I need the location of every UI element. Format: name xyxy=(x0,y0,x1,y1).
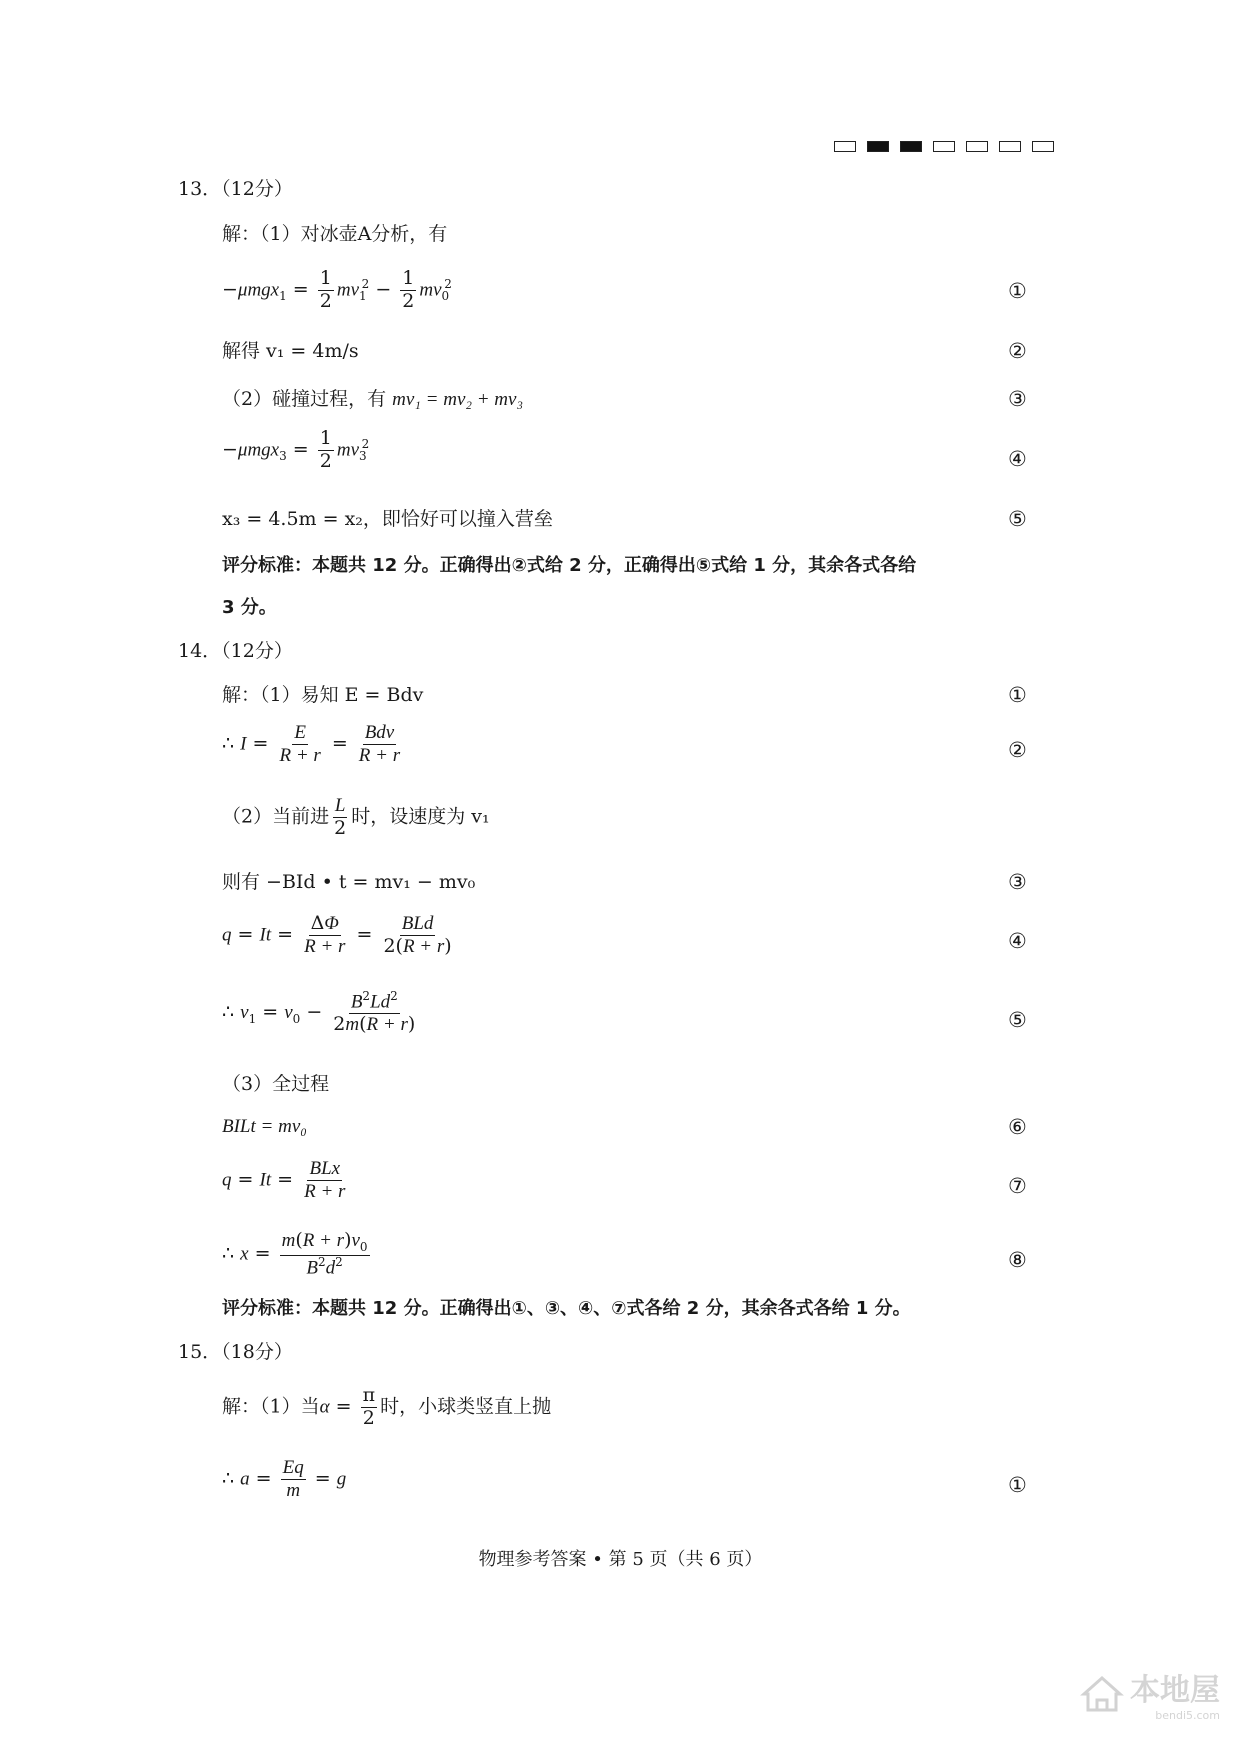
page-mark-2 xyxy=(867,141,889,152)
q14-eq7: q = It = $\frac{\text{BLx}}{R + r}$ xyxy=(222,1158,346,1202)
house-icon xyxy=(1080,1674,1124,1714)
q14-num-1: ① xyxy=(1008,683,1027,707)
page-footer: 物理参考答案 • 第 5 页（共 6 页） xyxy=(478,1549,763,1570)
q14-num-7: ⑦ xyxy=(1008,1174,1027,1198)
q13-intro: 解：（1）对冰壶A分析，有 xyxy=(222,223,448,245)
watermark-name: 本地屋 xyxy=(1130,1673,1220,1708)
q14-eq2: ∴ I = $\frac{E}{R + r}$ = $\frac{\text{Bdv}}{R + r}$ xyxy=(222,722,401,766)
q14-num-8: ⑧ xyxy=(1008,1248,1027,1272)
q13-eq4: −μmgx$_3$ = $\frac{1}{2}$ $mv_3^2$ xyxy=(222,427,370,472)
q13-eq1: −μmgx$_1$ = $\frac{1}{2}$ $mv_1^2$ − $\frac{1}{2}$ $mv_0^2$ xyxy=(222,267,452,312)
q13-result: 解得 v₁ = 4m/s xyxy=(222,340,359,362)
q13-part2 xyxy=(222,388,523,412)
q14-eq5: ∴ $v_1 = v_0$ − $\frac{B^2Ld^2}{2m(R + r)}$ xyxy=(222,989,416,1036)
q14-num-2: ② xyxy=(1008,738,1027,762)
q13-scoring-cont: 3 分。 xyxy=(222,597,277,618)
page-mark-6 xyxy=(999,141,1021,152)
q14-eq3: 则有 −BId • t = mv₁ − mv₀ xyxy=(222,871,476,893)
watermark-url: bendi5.com xyxy=(1155,1709,1220,1722)
q15-intro-suffix: 时，小球类竖直上抛 xyxy=(380,1395,552,1418)
q14-part2-prefix: （2）当前进 xyxy=(222,805,330,828)
q14-num-3: ③ xyxy=(1008,870,1027,894)
q14-scoring: 评分标准：本题共 12 分。正确得出①、③、④、⑦式各给 2 分，其余各式各给 1 分。 xyxy=(222,1298,911,1319)
q14-num-5: ⑤ xyxy=(1008,1008,1027,1032)
q14-part2: （2）当前进 $\frac{L}{2}$ 时，设速度为 v₁ xyxy=(222,795,490,839)
page-mark-5 xyxy=(966,141,988,152)
page-mark-3 xyxy=(900,141,922,152)
page-mark-7 xyxy=(1032,141,1054,152)
q14-eq6: BILt = mv₀ xyxy=(222,1116,307,1137)
q13-part2-prefix: （2）碰撞过程，有 xyxy=(222,388,387,410)
q14-part2-suffix: 时，设速度为 v₁ xyxy=(351,805,490,828)
q14-part3: （3）全过程 xyxy=(222,1073,330,1095)
q13-num-1: ① xyxy=(1008,279,1027,303)
q14-title: 14．（12分） xyxy=(178,640,293,662)
q13-num-5: ⑤ xyxy=(1008,507,1027,531)
q13-title: 13．（12分） xyxy=(178,178,293,200)
page-mark-4 xyxy=(933,141,955,152)
q14-intro: 解：（1）易知 E = Bdv xyxy=(222,684,424,706)
q13-num-2: ② xyxy=(1008,339,1027,363)
q15-eq1: ∴ a = $\frac{Eq}{m}$ = g xyxy=(222,1457,347,1501)
q15-intro: 解：（1）当α = $\frac{\pi}{2}$ 时，小球类竖直上抛 xyxy=(222,1384,552,1429)
q13-part2-eq: mv₁ = mv₂ + mv₃ xyxy=(392,389,524,410)
q13-num-4: ④ xyxy=(1008,447,1027,471)
q15-title: 15．（18分） xyxy=(178,1341,293,1363)
q15-num-1: ① xyxy=(1008,1473,1027,1497)
q13-line5: x₃ = 4.5m = x₂，即恰好可以撞入营垒 xyxy=(222,508,553,530)
watermark xyxy=(1080,1665,1220,1722)
q14-eq4: q = It = $\frac{\Delta\Phi}{R + r}$ = $\frac{\text{BLd}}{2(R + r)}$ xyxy=(222,912,452,957)
q14-eq8: ∴ x = $\frac{m(R + r)v_0}{B^2d^2}$ xyxy=(222,1229,368,1278)
q13-scoring: 评分标准：本题共 12 分。正确得出②式给 2 分，正确得出⑤式给 1 分，其余各式各给 xyxy=(222,555,917,576)
page-mark-1 xyxy=(834,141,856,152)
q15-intro-prefix: 解：（1）当 xyxy=(222,1395,320,1418)
q13-num-3: ③ xyxy=(1008,387,1027,411)
page-marks xyxy=(834,141,1054,152)
q14-num-6: ⑥ xyxy=(1008,1115,1027,1139)
q14-num-4: ④ xyxy=(1008,929,1027,953)
